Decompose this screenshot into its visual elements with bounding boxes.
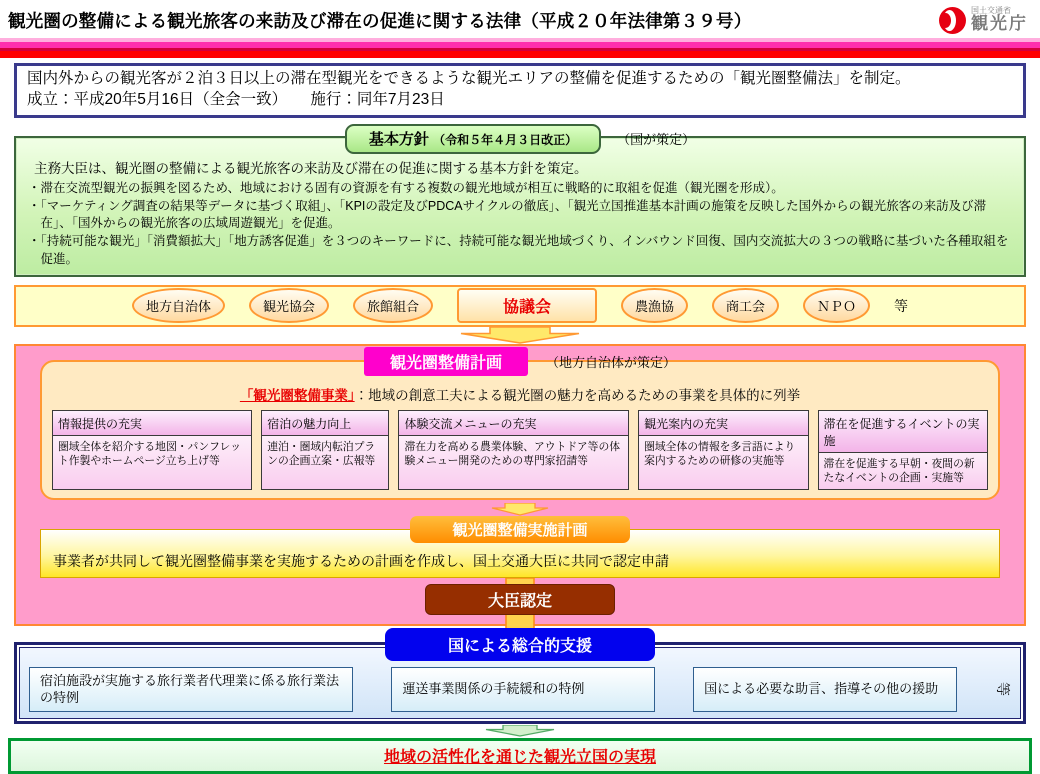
council-member-oval: 農漁協 [621, 288, 688, 323]
implementation-plan-box [40, 521, 1000, 578]
support-item: 国による必要な助言、指導その他の援助 [693, 667, 957, 713]
development-plan-lead: 「観光圏整備事業」：地域の創意工夫による観光圏の魅力を高めるための事業を具体的に列挙 [239, 387, 801, 403]
basic-policy-bullet: ・「持続可能な観光」「消費額拡大」「地方誘客促進」を３つのキーワードに、持続可能な観光地域づくり、インバウンド回復、国内交流拡大の３つの戦略に基づいた各種取組を促進。 [28, 234, 1009, 266]
implementation-plan-body: 事業者が共同して観光圏整備事業を実施するための計画を作成し、国土交通大臣に共同で認定申請 [53, 552, 669, 569]
logo-agency-label: 観光庁 [971, 14, 1028, 34]
law-summary-box [14, 63, 1026, 118]
support-item: 運送事業関係の手続緩和の特例 [391, 667, 655, 713]
project-title: 体験交流メニューの充実 [399, 411, 628, 436]
project-box-list [52, 410, 988, 490]
development-plan-section [14, 344, 1026, 626]
basic-policy-bullet: ・滞在交流型観光の振興を図るため、地域における固有の資源を有する複数の観光地域が相互に戦略的に取組を促進（観光圏を形成）。 [28, 180, 784, 195]
national-support-section [14, 637, 1026, 725]
goal-label: 地域の活性化を通じた観光立国の実現 [383, 749, 656, 767]
basic-policy-badge: 基本方針 （令和５年４月３日改正） [345, 124, 601, 154]
project-box [52, 410, 252, 490]
down-arrow-icon [490, 503, 550, 516]
logo-ministry-label: 国土交通省 [971, 5, 1011, 15]
decorative-stripe [0, 51, 1040, 58]
basic-policy-maker-note: （国が策定） [617, 132, 696, 148]
national-support-badge: 国による総合的支援 [385, 628, 655, 661]
project-title: 観光案内の充実 [639, 411, 807, 436]
project-box [818, 410, 988, 490]
implementation-plan-badge: 観光圏整備実施計画 [410, 516, 630, 543]
project-title: 情報提供の充実 [53, 411, 251, 436]
council-member-oval: 観光協会 [249, 288, 329, 323]
council-member-oval: 地方自治体 [132, 288, 225, 323]
development-project-term: 「観光圏整備事業」 [239, 387, 355, 403]
page-header [0, 0, 1040, 38]
council-bar [14, 285, 1026, 327]
council-label: 協議会 [457, 288, 597, 323]
council-members-left [132, 288, 433, 323]
down-arrow-icon [458, 327, 582, 344]
basic-policy-bullet: ・「マーケティング調査の結果等データに基づく取組」、「KPIの設定及びPDCAサイクルの徹底」、「観光立国推進基本計画の施策を反映した国外からの観光旅客の来訪及び滞在」、「国外からの観光旅客の広域周遊観光」を促進。 [28, 198, 987, 231]
basic-policy-bullet-list [28, 180, 1012, 269]
council-etc-label: 等 [894, 297, 909, 314]
support-item: 宿泊施設が実施する旅行業者代理業に係る旅行業法の特例 [29, 667, 353, 713]
project-description: 滞在を促進する早朝・夜間の新たなイベントの企画・実施等 [819, 453, 987, 489]
jta-logo [939, 7, 1028, 34]
project-title: 宿泊の魅力向上 [262, 411, 388, 436]
development-plan-inner [40, 354, 1000, 500]
project-box [398, 410, 629, 490]
down-arrow-icon [484, 725, 556, 737]
law-summary-line2: 成立：平成20年5月16日（全会一致） 施行：同年7月23日 [27, 90, 445, 108]
council-members-right [621, 288, 870, 323]
support-etc-label: 等 [995, 681, 1011, 696]
council-member-oval: 旅館組合 [353, 288, 433, 323]
project-title: 滞在を促進するイベントの実施 [819, 411, 987, 453]
goal-banner [8, 738, 1032, 774]
council-member-oval: 商工会 [712, 288, 779, 323]
jta-logo-icon [939, 7, 966, 34]
basic-policy-section [14, 130, 1026, 277]
project-description: 連泊・圏域内転泊プランの企画立案・広報等 [262, 436, 388, 489]
development-plan-badge: 観光圏整備計画 [364, 347, 528, 376]
page-title: 観光圏の整備による観光旅客の来訪及び滞在の促進に関する法律（平成２０年法律第３９号） [8, 10, 752, 31]
basic-policy-revision-note: （令和５年４月３日改正） [433, 132, 578, 147]
project-description: 滞在力を高める農業体験、アウトドア等の体験メニュー開発のための専門家招請等 [399, 436, 628, 489]
project-description: 圏域全体を紹介する地図・パンフレット作製やホームページ立ち上げ等 [53, 436, 251, 489]
project-box [261, 410, 389, 490]
law-summary-line1: 国内外からの観光客が２泊３日以上の滞在型観光をできるような観光エリアの整備を促進するための「観光圏整備法」を制定。 [27, 70, 911, 87]
project-box [638, 410, 808, 490]
council-member-oval: ＮＰＯ [803, 288, 870, 323]
basic-policy-lead: 主務大臣は、観光圏の整備による観光旅客の来訪及び滞在の促進に関する基本方針を策定。 [34, 160, 588, 176]
project-description: 圏域全体の情報を多言語により案内するための研修の実施等 [639, 436, 807, 489]
minister-approval-badge: 大臣認定 [425, 584, 615, 615]
development-plan-maker-note: （地方自治体が策定） [546, 354, 677, 370]
